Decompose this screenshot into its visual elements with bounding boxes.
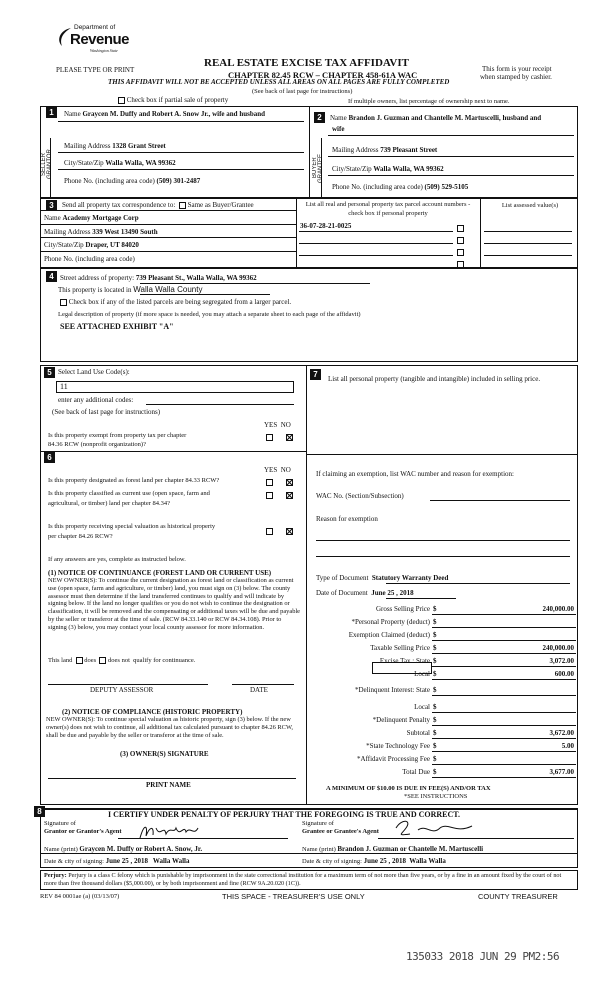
land-use-label: Select Land Use Code(s): — [58, 368, 130, 376]
doc-type[interactable]: Statutory Warranty Deed — [371, 574, 449, 582]
buyer-phone-label: Phone No. (including area code) — [332, 183, 423, 191]
county-treasurer-label: COUNTY TREASURER — [478, 892, 558, 901]
dor-logo — [56, 20, 136, 60]
seller-address-label: Mailing Address — [64, 142, 111, 150]
fee-dollar-8: $ — [433, 716, 437, 725]
parcel-header: List all real and personal property tax parcel account numbers - check box if personal property — [305, 201, 471, 217]
doc-date[interactable]: June 25 , 2018 — [371, 589, 414, 597]
same-as-buyer-checkbox[interactable] — [179, 202, 186, 209]
grantee-signature-icon[interactable] — [392, 816, 482, 840]
current-use-no-checkbox[interactable] — [286, 490, 293, 499]
section-2-number: 2 — [314, 112, 325, 123]
treasurer-stamp: 135033 2018 JUN 29 PM2:56 — [406, 950, 560, 963]
local-rate-box[interactable] — [372, 662, 432, 674]
partial-sale-row[interactable] — [118, 96, 228, 104]
partial-sale-checkbox[interactable] — [118, 97, 125, 104]
forest-no-checkbox[interactable] — [286, 477, 293, 486]
buyer-address[interactable]: 739 Pleasant Street — [380, 146, 438, 154]
multiple-owners-note: If multiple owners, list percentage of ownership next to name. — [348, 98, 510, 105]
seller-city[interactable]: Walla Walla, WA 99362 — [105, 159, 176, 167]
certify-statement: I CERTIFY UNDER PENALTY OF PERJURY THAT THE FOREGOING IS TRUE AND CORRECT. — [108, 810, 461, 819]
does-label: does — [84, 657, 97, 664]
personal-property-checkbox-3[interactable] — [457, 247, 464, 256]
does-checkbox[interactable] — [76, 657, 83, 664]
section-6-number: 6 — [44, 452, 55, 463]
dept-line1: Department of — [74, 24, 116, 31]
correspondence-address-label: Mailing Address — [44, 228, 91, 236]
buyer-name[interactable]: Brandon J. Guzman and Chantelle M. Martuscelli, husband and — [348, 114, 542, 122]
section-3-number: 3 — [46, 200, 57, 211]
fee-underline-3 — [432, 653, 576, 654]
forest-land-question: Is this property designated as forest land per chapter 84.33 RCW? — [48, 477, 220, 484]
form-chapter: CHAPTER 82.45 RCW – CHAPTER 458-61A WAC — [228, 70, 418, 80]
fee-dollar-11: $ — [433, 754, 437, 763]
if-yes-instruction: If any answers are yes, complete as instructed below. — [48, 556, 186, 563]
personal-property-checkbox-2[interactable] — [457, 235, 464, 244]
see-instructions-note: *SEE INSTRUCTIONS — [404, 793, 468, 800]
notice-continuance-title: (1) NOTICE OF CONTINUANCE (FOREST LAND OR CURRENT USE) — [48, 569, 272, 577]
correspondence-city-label: City/State/Zip — [44, 241, 84, 249]
grantee-sig-label-2: Grantee or Grantee's Agent — [302, 828, 379, 835]
forest-yes-checkbox[interactable] — [266, 477, 273, 486]
fee-dollar-6: $ — [433, 686, 437, 695]
fee-dollar-3: $ — [433, 643, 437, 652]
exhibit-reference[interactable]: SEE ATTACHED EXHIBIT "A" — [60, 322, 174, 331]
fee-underline-12 — [432, 777, 576, 778]
section-7-number: 7 — [310, 369, 321, 380]
grantor-sig-label-2: Grantor or Grantor's Agent — [44, 828, 122, 835]
parcel-number[interactable]: 36-07-28-21-0025 — [300, 222, 352, 230]
grantor-sig-label-1: Signature of — [44, 820, 76, 827]
notice-compliance-title: (2) NOTICE OF COMPLIANCE (HISTORIC PROPERTY) — [62, 708, 243, 716]
seller-address[interactable]: 1328 Grant Street — [112, 142, 166, 150]
historical-no-checkbox[interactable] — [286, 526, 293, 535]
grantor-sign-city[interactable]: Walla Walla — [152, 857, 190, 865]
dept-logo-text: Revenue — [70, 31, 130, 48]
personal-property-label: List all personal property (tangible and intangible) included in selling price. — [328, 375, 541, 383]
see-back-instructions: (See back of last page for instructions) — [252, 88, 353, 95]
partial-sale-label: Check box if partial sale of property — [126, 96, 229, 104]
fee-underline-4 — [432, 666, 576, 667]
section-1-number: 1 — [46, 107, 57, 118]
fee-label-12: Total Due — [402, 767, 430, 776]
wac-label: WAC No. (Section/Subsection) — [316, 492, 404, 500]
treasurer-space-label: THIS SPACE - TREASURER'S USE ONLY — [222, 892, 365, 901]
same-as-buyer-label: Same as Buyer/Grantee — [187, 201, 254, 209]
exemption-label: If claiming an exemption, list WAC number and reason for exemption: — [316, 470, 514, 478]
fee-value-5[interactable]: 600.00 — [554, 669, 574, 678]
buyer-city[interactable]: Walla Walla, WA 99362 — [373, 165, 444, 173]
fee-value-3[interactable]: 240,000.00 — [542, 643, 574, 652]
sec6-yes-header: YES — [264, 466, 278, 474]
additional-codes-label: enter any additional codes: — [58, 396, 134, 404]
buyer-name-label: Name — [330, 114, 347, 122]
located-county[interactable]: Walla Walla County — [133, 285, 203, 294]
form-warning: THIS AFFIDAVIT WILL NOT BE ACCEPTED UNLESS ALL AREAS ON ALL PAGES ARE FULLY COMPLETED — [108, 78, 450, 86]
type-or-print: PLEASE TYPE OR PRINT — [56, 66, 135, 74]
fee-label-10: *State Technology Fee — [366, 742, 430, 750]
fee-dollar-5: $ — [433, 669, 437, 678]
doc-date-label: Date of Document — [316, 589, 368, 597]
fee-dollar-4: $ — [433, 656, 437, 665]
assessed-header: List assessed value(s) — [501, 202, 559, 209]
exempt-no-header: NO — [280, 421, 291, 429]
fee-dollar-9: $ — [433, 729, 437, 738]
fee-label-8: *Delinquent Penalty — [372, 716, 430, 725]
segregated-checkbox[interactable] — [60, 299, 67, 306]
current-use-yes-checkbox[interactable] — [266, 490, 273, 499]
historical-question-2: per chapter 84.26 RCW? — [48, 533, 113, 540]
form-title: REAL ESTATE EXCISE TAX AFFIDAVIT — [204, 57, 409, 69]
fee-value-0[interactable]: 240,000.00 — [542, 605, 574, 613]
section-4-number: 4 — [46, 271, 57, 282]
buyer-city-label: City/State/Zip — [332, 165, 372, 173]
minimum-due-note: A MINIMUM OF $10.00 IS DUE IN FEE(S) AND/OR TAX — [326, 785, 491, 792]
seller-phone[interactable]: (509) 301-2487 — [156, 177, 201, 185]
fee-dollar-12: $ — [433, 767, 437, 776]
fee-underline-10 — [432, 751, 576, 752]
print-name-label: PRINT NAME — [146, 781, 191, 789]
form-number: REV 84 0001ae (a) (03/13/07) — [40, 893, 120, 900]
fee-label-6: *Delinquent Interest: State — [354, 686, 430, 695]
receipt-line2: when stamped by cashier. — [480, 73, 552, 81]
exempt-yes-checkbox[interactable] — [266, 432, 273, 441]
fee-label-7: Local — [414, 703, 430, 712]
fee-underline-6 — [432, 695, 576, 696]
grantor-date-city-label: Date & city of signing: — [44, 858, 104, 865]
fee-dollar-0: $ — [433, 605, 437, 613]
fee-label-9: Subtotal — [406, 729, 430, 738]
grantee-name-print-label: Name (print) — [302, 846, 336, 853]
perjury-label: Perjury: — [44, 872, 67, 879]
fee-underline-11 — [432, 764, 576, 765]
grantee-sign-date[interactable]: June 25 , 2018 — [363, 857, 406, 865]
seller-name[interactable]: Graycen M. Duffy and Robert A. Snow Jr., wife and husband — [82, 110, 266, 118]
sec6-no-header: NO — [280, 466, 291, 474]
grantee-sig-label-1: Signature of — [302, 820, 334, 827]
personal-property-checkbox-1[interactable] — [457, 223, 464, 232]
grantee-sign-city[interactable]: Walla Walla — [409, 857, 446, 865]
section-8-number: 8 — [34, 806, 45, 817]
deputy-date-label: DATE — [250, 686, 268, 694]
grantee-date-city-label: Date & city of signing: — [302, 858, 362, 865]
fee-underline-9 — [432, 738, 576, 739]
receipt-line1: This form is your receipt — [482, 65, 552, 73]
fee-label-5: Local — [414, 669, 430, 678]
exempt-question-2: 84.36 RCW (nonprofit organization)? — [48, 441, 146, 448]
buyer-address-label: Mailing Address — [332, 146, 379, 154]
fee-label-4: Excise Tax : State — [379, 656, 430, 665]
perjury-text: Perjury is a class C felony which is punishable by imprisonment in the state correctional institution for a maximum term of not more than five years, or by a fine in an amount fixed by the court of not more than five thousand dollars ($5,000.00), or by both imprisonment and fine (RCW 9A.20.020 (1C)). — [44, 872, 562, 887]
doc-type-label: Type of Document — [316, 574, 369, 582]
fee-label-3: Taxable Selling Price — [370, 643, 430, 652]
correspondence-city[interactable]: Draper, UT 84020 — [85, 241, 139, 249]
historical-question: Is this property receiving special valuation as historical property — [48, 523, 216, 530]
fee-value-10[interactable]: 5.00 — [561, 742, 574, 750]
does-not-label: does not — [108, 657, 130, 664]
fee-underline-2 — [432, 640, 576, 641]
grantor-name-print-label: Name (print) — [44, 846, 78, 853]
notice-compliance-body: NEW OWNER(S): To continue special valuation as historic property, sign (3) below. If the new owner(s) does not wish to continue, all additional tax calculated pursuant to chapter 84.26 RCW, shall be due and payable by the seller or transferor at the time of sale. — [46, 716, 293, 739]
buyer-side-label: BUYER GRANTEE — [312, 153, 324, 183]
buyer-name-2[interactable]: wife — [332, 125, 345, 133]
segregated-label: Check box if any of the listed parcels are being segregated from a larger parcel. — [68, 298, 292, 306]
dept-line2: Washington State — [90, 48, 118, 53]
fee-label-0: Gross Selling Price — [375, 605, 430, 613]
exempt-question: Is this property exempt from property tax per chapter — [48, 432, 187, 439]
seller-phone-label: Phone No. (including area code) — [64, 177, 155, 185]
owner-signature-label: (3) OWNER(S) SIGNATURE — [120, 750, 209, 758]
fee-dollar-2: $ — [433, 630, 437, 639]
fee-dollar-1: $ — [433, 617, 437, 626]
correspondence-address[interactable]: 339 West 13490 South — [92, 228, 158, 236]
qualify-label: qualify for continuance. — [133, 657, 196, 664]
fee-value-9[interactable]: 3,672.00 — [549, 729, 574, 738]
exempt-no-checkbox[interactable] — [286, 432, 293, 441]
send-correspondence-label: Send all property tax correspondence to: — [62, 201, 176, 209]
fee-label-11: *Affidavit Processing Fee — [357, 754, 430, 763]
current-use-question-2: agricultural, or timber) land per chapter 84.34? — [48, 500, 171, 507]
located-label: This property is located in — [58, 286, 132, 294]
exempt-yes-header: YES — [264, 421, 278, 429]
fee-label-1: *Personal Property (deduct) — [351, 617, 430, 626]
fee-underline-1 — [432, 627, 576, 628]
fee-underline-8 — [432, 725, 576, 726]
notice-continuance-body: NEW OWNER(S): To continue the current designation as forest land or classification as current use (open space, farm and agriculture, or timber) land, you must sign on (3) below. The county assessor must then determine if the land transferred continues to qualify and will indicate by signing below. If the land no longer qualifies or you do not wish to continue the designation or classification, it will be removed and the compensating or additional taxes will be due and payable by the seller or transferor at the time of sale. (RCW 84.33.140 or RCW 84.34.108). Prior to signing (3) below, you may contact your local county assessor for more information. — [48, 577, 300, 631]
reason-label: Reason for exemption — [316, 515, 378, 523]
fee-value-4[interactable]: 3,072.00 — [549, 656, 574, 665]
grantor-printed-name[interactable]: Graycen M. Duffy or Robert A. Snow, Jr. — [79, 845, 203, 853]
section-5-number: 5 — [44, 367, 55, 378]
correspondence-phone-label: Phone No. (including area code) — [44, 255, 135, 263]
fee-underline-0 — [432, 614, 576, 615]
grantee-printed-name[interactable]: Brandon J. Guzman or Chantelle M. Martuscelli — [337, 845, 484, 853]
perjury-notice — [40, 870, 578, 890]
fee-label-2: Exemption Claimed (deduct) — [348, 630, 430, 639]
correspondence-name-label: Name — [44, 214, 61, 222]
current-use-question: Is this property classified as current use (open space, farm and — [48, 490, 210, 497]
legal-description-label: Legal description of property (if more space is needed, you may attach a separate sheet to each page of the affidavit) — [58, 311, 361, 318]
street-address[interactable]: 739 Pleasant St., Walla Walla, WA 99362 — [135, 274, 257, 282]
street-label: Street address of property: — [60, 274, 135, 282]
correspondence-name[interactable]: Academy Mortgage Corp — [62, 214, 139, 222]
historical-yes-checkbox[interactable] — [266, 526, 273, 535]
buyer-phone[interactable]: (509) 529-5105 — [424, 183, 469, 191]
this-land-label: This land — [48, 657, 73, 664]
fee-dollar-10: $ — [433, 742, 437, 750]
fee-underline-7 — [432, 712, 576, 713]
fee-underline-5 — [432, 679, 576, 680]
fee-value-12[interactable]: 3,677.00 — [549, 767, 574, 776]
personal-property-checkbox-4[interactable] — [457, 259, 464, 268]
seller-name-label: Name — [64, 110, 81, 118]
fee-dollar-7: $ — [433, 703, 437, 712]
seller-side-label: SELLER GRANTOR — [41, 149, 53, 179]
deputy-assessor-label: DEPUTY ASSESSOR — [90, 686, 154, 694]
grantor-sign-date[interactable]: June 25 , 2018 — [105, 857, 148, 865]
seller-city-label: City/State/Zip — [64, 159, 104, 167]
land-use-see-back: (See back of last page for instructions) — [52, 408, 161, 416]
land-use-code-input[interactable]: 11 — [56, 381, 294, 393]
does-not-checkbox[interactable] — [99, 657, 106, 664]
